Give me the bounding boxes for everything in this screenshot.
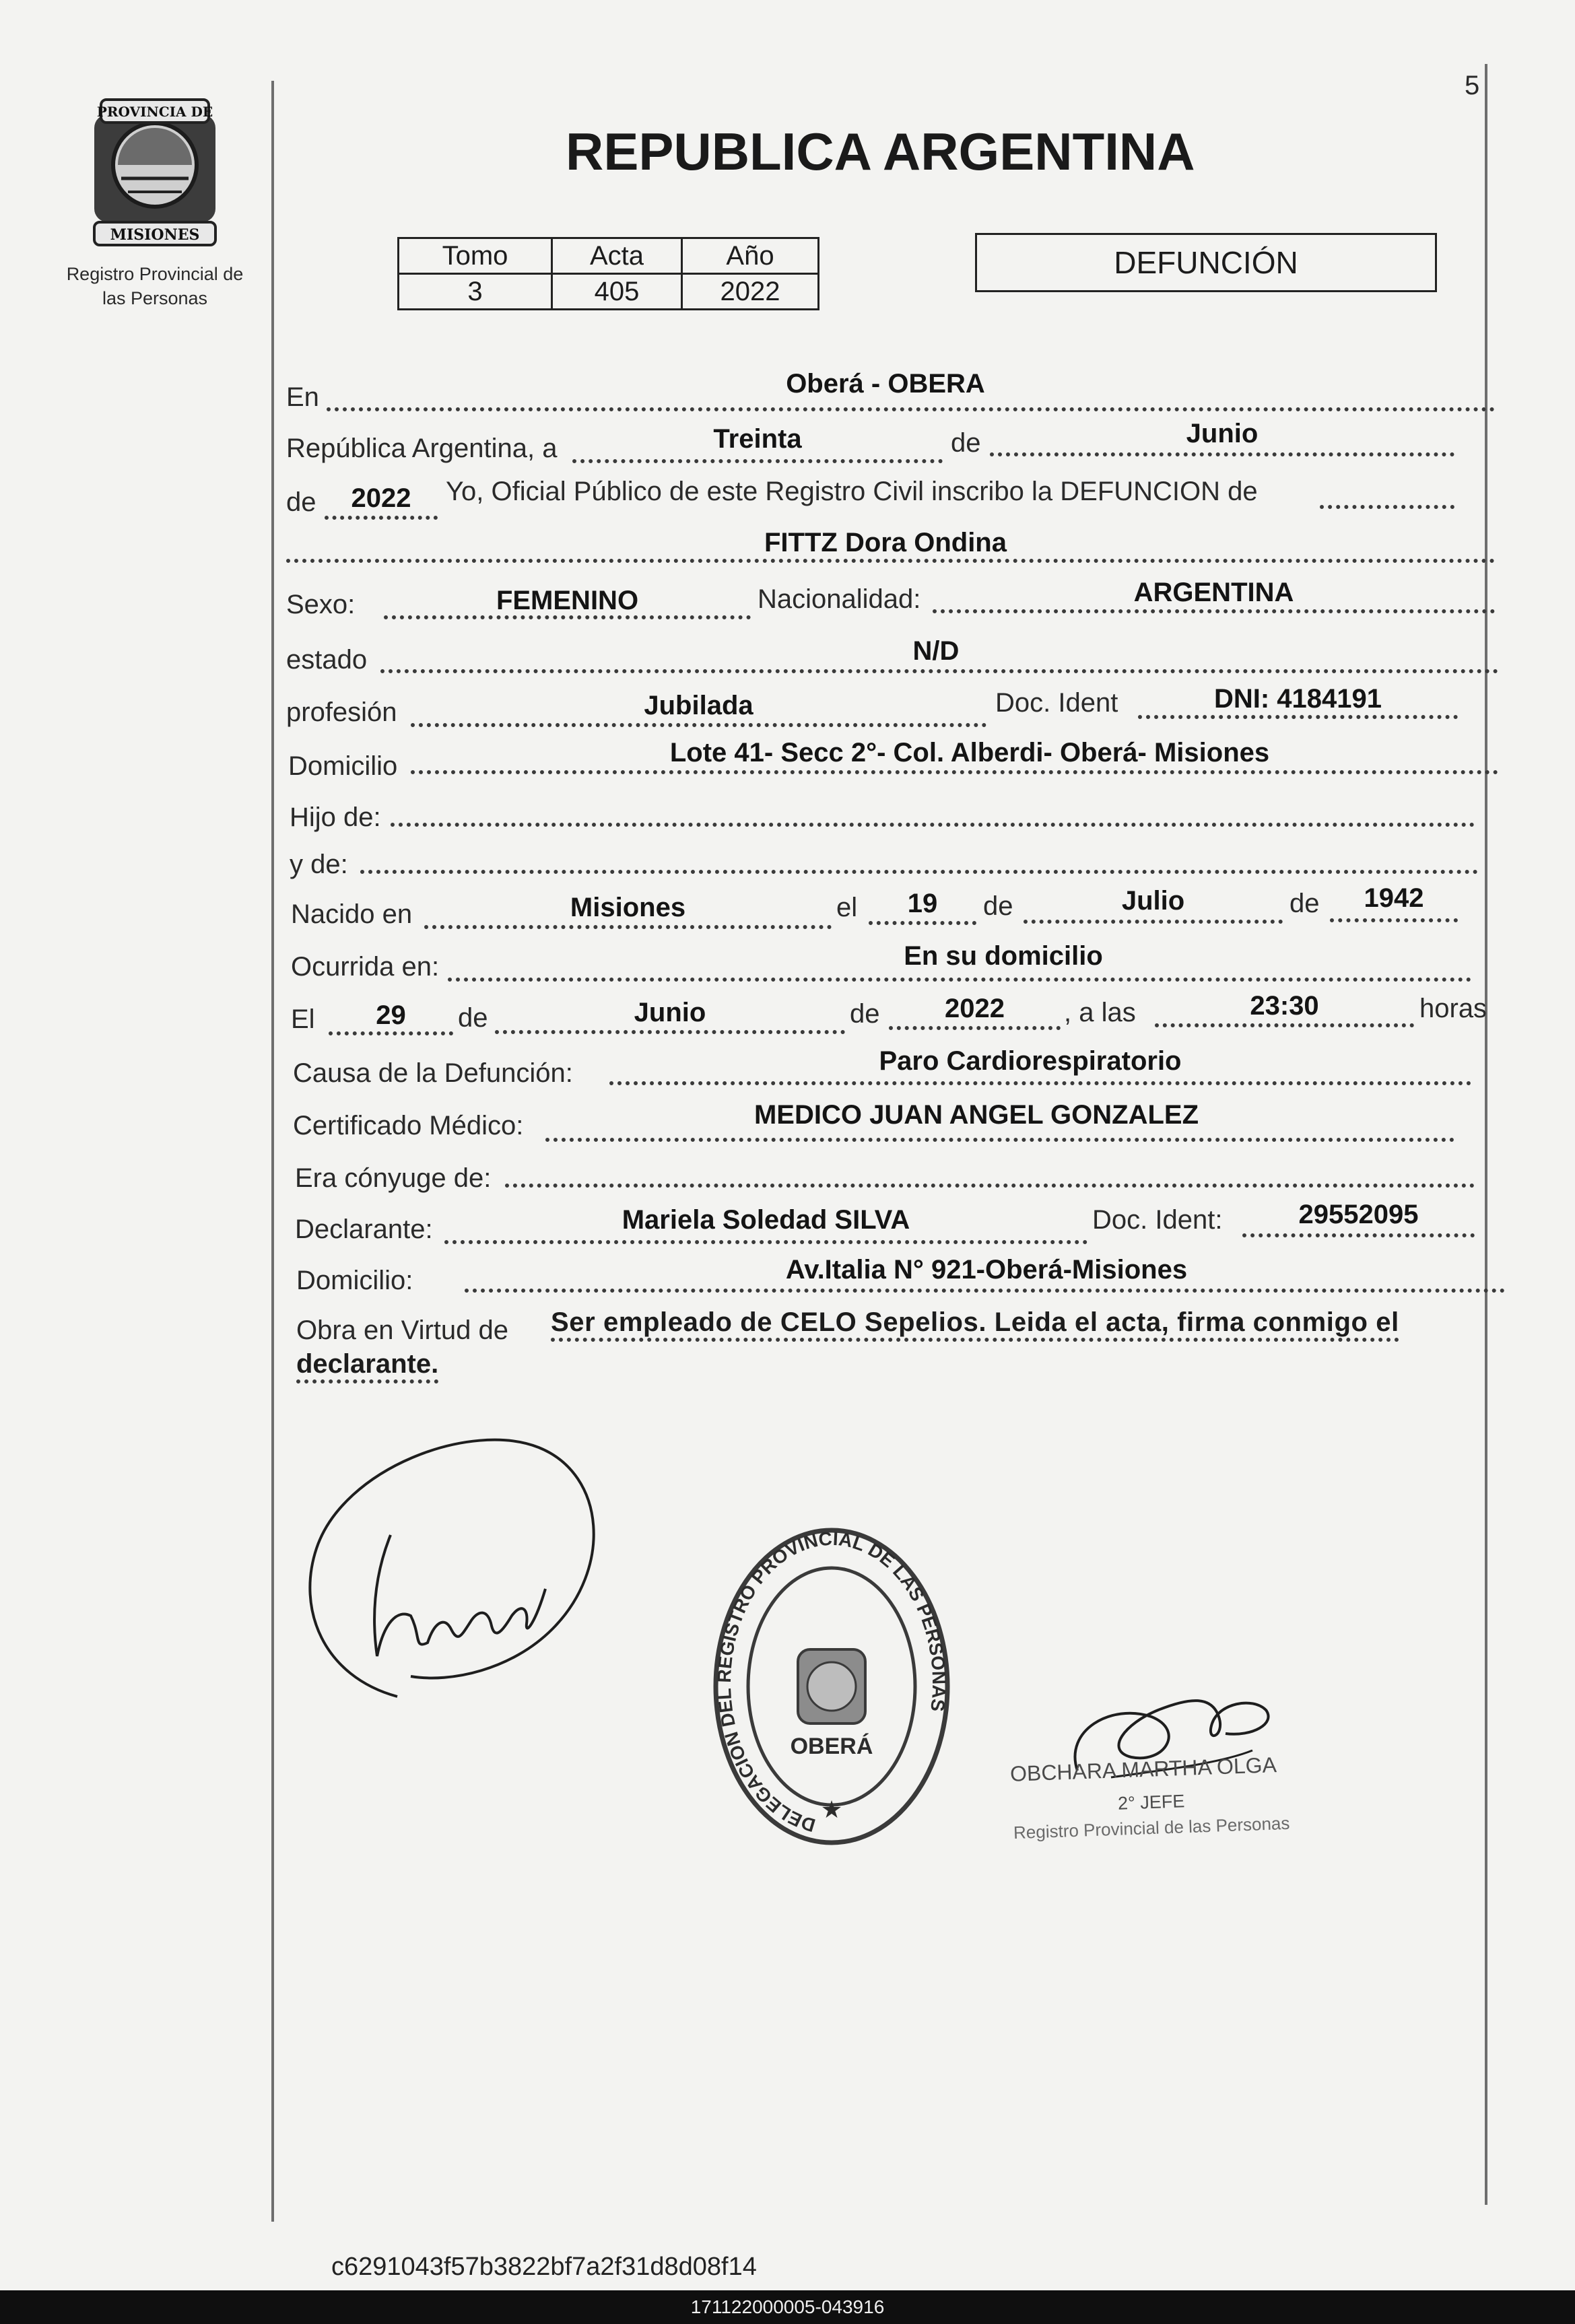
value-declarant-doc: 29552095 (1298, 1200, 1419, 1229)
issuer-name-line1: Registro Provincial de (66, 264, 244, 284)
footer-bar (0, 2290, 1575, 2324)
value-year: 2022 (351, 483, 411, 513)
official-org: Registro Provincial de las Personas (1013, 1812, 1290, 1843)
label-domicilio: Domicilio (288, 751, 398, 781)
document-type-box (975, 233, 1437, 292)
value-grounds-line1: Ser empleado de CELO Sepelios. Leida el acta, firma conmigo el (551, 1307, 1399, 1342)
value-place: Oberá - OBERA (786, 369, 985, 399)
line-name (286, 559, 1495, 563)
line-birth-day (869, 921, 976, 925)
line-birth-year (1330, 918, 1458, 922)
label-horas: horas (1419, 994, 1487, 1023)
issuer-name-line2: las Personas (102, 288, 208, 308)
label-de-1: de (951, 428, 981, 458)
line-nacionalidad (933, 609, 1495, 613)
line-domicilio-2 (465, 1289, 1505, 1293)
label-de-6: de (850, 999, 880, 1029)
svg-text:PROVINCIA DE: PROVINCIA DE (96, 104, 213, 120)
value-certifying-doctor: MEDICO JUAN ANGEL GONZALEZ (753, 1100, 1199, 1130)
svg-text:MISIONES: MISIONES (110, 226, 200, 244)
label-nacido-en: Nacido en (291, 899, 413, 929)
label-certificado: Certificado Médico: (293, 1111, 524, 1140)
value-birth-year: 1942 (1364, 883, 1424, 913)
value-death-day: 29 (376, 1000, 406, 1030)
page-number: 5 (1465, 71, 1480, 100)
label-hijo-de: Hijo de: (290, 802, 381, 832)
value-death-time: 23:30 (1250, 991, 1319, 1021)
label-obra: Obra en Virtud de (296, 1315, 509, 1345)
value-cause-of-death: Paro Cardiorespiratorio (879, 1046, 1182, 1076)
line-domicilio (411, 770, 1498, 774)
register-header-anio: Año (682, 238, 819, 274)
label-de-4: de (1289, 889, 1320, 918)
register-acta: 405 (552, 274, 682, 310)
label-y-de: y de: (290, 850, 348, 879)
register-header-row (399, 238, 819, 274)
line-birth-month (1024, 920, 1283, 924)
value-nationality: ARGENTINA (1133, 578, 1294, 607)
svg-text:DELEGACION DEL REGISTRO PROVIN: DELEGACION DEL REGISTRO PROVINCIAL DE LAS PERSONAS (713, 1528, 950, 1837)
province-logo (81, 94, 229, 249)
line-declarant-doc (1242, 1233, 1475, 1237)
value-dni: DNI: 4184191 (1213, 684, 1382, 714)
label-de-5: de (458, 1003, 488, 1033)
value-death-year: 2022 (945, 994, 1005, 1023)
line-year (325, 516, 438, 520)
value-day-words: Treinta (713, 424, 802, 454)
value-civil-status: N/D (912, 636, 960, 666)
register-table (397, 237, 819, 310)
value-birth-day: 19 (907, 889, 938, 918)
value-month: Junio (1186, 419, 1259, 448)
svg-text:★: ★ (820, 1796, 843, 1823)
label-de-3: de (983, 891, 1013, 921)
line-doc-ident (1138, 715, 1458, 719)
line-declarante (444, 1240, 1087, 1244)
label-el-cap: El (291, 1004, 315, 1034)
value-death-month: Junio (634, 998, 706, 1027)
value-profession: Jubilada (644, 691, 753, 720)
label-conyuge: Era cónyuge de: (295, 1163, 492, 1193)
line-hijo-de (391, 823, 1475, 827)
register-header-acta: Acta (552, 238, 682, 274)
label-domicilio-2: Domicilio: (296, 1266, 413, 1295)
label-profesion: profesión (286, 697, 397, 727)
label-estado: estado (286, 645, 368, 675)
label-nacionalidad: Nacionalidad: (758, 584, 921, 614)
document-hash: c6291043f57b3822bf7a2f31d8d08f14 (331, 2253, 757, 2281)
right-margin-line (1485, 64, 1487, 2205)
value-deceased-name: FITTZ Dora Ondina (764, 528, 1007, 557)
line-birthplace (424, 925, 832, 929)
line-certificado (545, 1138, 1454, 1142)
label-en: En (286, 382, 319, 412)
document-type: DEFUNCIÓN (1114, 245, 1298, 280)
label-sexo: Sexo: (286, 590, 356, 619)
label-doc-ident: Doc. Ident (995, 688, 1118, 718)
value-birthplace: Misiones (570, 893, 686, 922)
line-oficial-tail (1320, 505, 1454, 509)
official-role: 2° JEFE (1117, 1791, 1185, 1814)
line-profesion (411, 723, 986, 727)
label-doc-ident-2: Doc. Ident: (1092, 1205, 1223, 1235)
left-margin-line (271, 81, 274, 2222)
value-declarant-name: Mariela Soledad SILVA (622, 1205, 910, 1235)
label-ocurrida-en: Ocurrida en: (291, 952, 440, 982)
official-name: OBCHARA MARTHA OLGA (1009, 1752, 1277, 1786)
line-causa (609, 1081, 1471, 1085)
declarant-signature (296, 1407, 619, 1717)
delegation-seal (710, 1522, 953, 1851)
label-oficial: Yo, Oficial Público de este Registro Civil inscribo la DEFUNCION de (446, 477, 1258, 506)
line-death-time (1155, 1023, 1414, 1027)
label-de-2: de (286, 487, 316, 517)
register-anio: 2022 (682, 274, 819, 310)
value-declarant-address: Av.Italia N° 921-Oberá-Misiones (785, 1255, 1188, 1285)
register-header-tomo: Tomo (399, 238, 552, 274)
footer-code: 171122000005-043916 (690, 2296, 885, 2317)
line-death-day (329, 1031, 453, 1035)
page-title: REPUBLICA ARGENTINA (566, 122, 1195, 181)
value-address: Lote 41- Secc 2°- Col. Alberdi- Oberá- Misiones (669, 738, 1270, 767)
label-a-las: , a las (1064, 998, 1136, 1027)
line-day (572, 459, 943, 463)
value-grounds-line2: declarante. (296, 1349, 438, 1383)
label-el: el (836, 893, 858, 922)
value-place-of-death: En su domicilio (904, 941, 1103, 971)
register-tomo: 3 (399, 274, 552, 310)
line-conyuge (505, 1184, 1475, 1188)
line-en (327, 407, 1495, 411)
value-sex: FEMENINO (496, 586, 639, 615)
label-republica: República Argentina, a (286, 434, 558, 463)
line-death-month (495, 1030, 845, 1034)
line-ocurrida-en (448, 978, 1471, 982)
line-estado (380, 669, 1498, 673)
line-death-year (889, 1026, 1061, 1030)
label-declarante: Declarante: (295, 1215, 433, 1244)
line-month (990, 452, 1454, 456)
register-value-row (399, 274, 819, 310)
svg-text:OBERÁ: OBERÁ (790, 1734, 873, 1759)
label-causa: Causa de la Defunción: (293, 1058, 573, 1088)
line-y-de (360, 870, 1478, 874)
value-birth-month: Julio (1121, 886, 1185, 916)
